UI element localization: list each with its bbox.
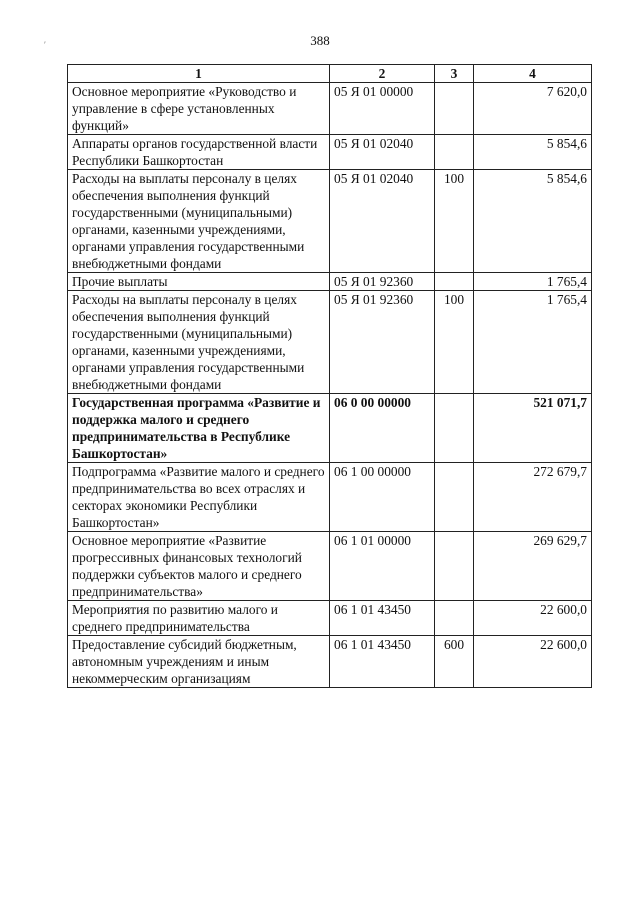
row-amount-cell: 1 765,4 (474, 273, 592, 291)
row-type-cell: 100 (435, 170, 474, 273)
table-row (68, 636, 592, 688)
row-type-cell (435, 463, 474, 532)
table-row (68, 532, 592, 601)
row-code-cell: 05 Я 01 02040 (330, 170, 435, 273)
header-row (68, 65, 592, 83)
row-amount-cell: 22 600,0 (474, 601, 592, 636)
row-amount-cell: 272 679,7 (474, 463, 592, 532)
row-name-cell: Мероприятия по развитию малого и среднего предпринимательства (68, 601, 330, 636)
row-code-cell: 05 Я 01 92360 (330, 291, 435, 394)
row-type-cell: 600 (435, 636, 474, 688)
row-code-cell: 05 Я 01 00000 (330, 83, 435, 135)
table-row (68, 83, 592, 135)
page-number: 388 (310, 33, 330, 48)
row-amount-cell: 5 854,6 (474, 135, 592, 170)
table-row (68, 463, 592, 532)
row-type-cell (435, 273, 474, 291)
row-code-cell: 06 1 01 00000 (330, 532, 435, 601)
row-amount-cell: 22 600,0 (474, 636, 592, 688)
row-code-cell: 06 0 00 00000 (330, 394, 435, 463)
row-type-cell (435, 532, 474, 601)
row-code-cell: 05 Я 01 92360 (330, 273, 435, 291)
row-name-cell: Прочие выплаты (68, 273, 330, 291)
table-row (68, 291, 592, 394)
column-header-code: 2 (330, 65, 435, 83)
scan-mark: ′ (44, 40, 46, 50)
row-name-cell: Расходы на выплаты персоналу в целях обеспечения выполнения функций государственными (муниципальными) органами, казенными учреждениями, органами управления государственными внебюджетными фондами (68, 291, 330, 394)
column-header-name: 1 (68, 65, 330, 83)
row-code-cell: 06 1 01 43450 (330, 601, 435, 636)
row-amount-cell: 1 765,4 (474, 291, 592, 394)
row-code-cell: 05 Я 01 02040 (330, 135, 435, 170)
table-row (68, 394, 592, 463)
row-amount-cell: 7 620,0 (474, 83, 592, 135)
row-amount-cell: 5 854,6 (474, 170, 592, 273)
table-row (68, 273, 592, 291)
row-amount-cell: 269 629,7 (474, 532, 592, 601)
row-name-cell: Аппараты органов государственной власти Республики Башкортостан (68, 135, 330, 170)
row-name-cell: Основное мероприятие «Развитие прогрессивных финансовых технологий поддержки субъектов малого и среднего предпринимательства» (68, 532, 330, 601)
row-type-cell (435, 601, 474, 636)
table-row (68, 170, 592, 273)
column-header-expense-type: 3 (435, 65, 474, 83)
row-name-cell: Государственная программа «Развитие и поддержка малого и среднего предпринимательства в Республике Башкортостан» (68, 394, 330, 463)
column-header-amount: 4 (474, 65, 592, 83)
row-code-cell: 06 1 01 43450 (330, 636, 435, 688)
row-name-cell: Основное мероприятие «Руководство и управление в сфере установленных функций» (68, 83, 330, 135)
row-type-cell: 100 (435, 291, 474, 394)
row-type-cell (435, 83, 474, 135)
row-name-cell: Подпрограмма «Развитие малого и среднего предпринимательства во всех отраслях и секторах экономики Республики Башкортостан» (68, 463, 330, 532)
row-code-cell: 06 1 00 00000 (330, 463, 435, 532)
table-row (68, 135, 592, 170)
row-name-cell: Предоставление субсидий бюджетным, автономным учреждениям и иным некоммерческим организациям (68, 636, 330, 688)
table-row (68, 601, 592, 636)
row-name-cell: Расходы на выплаты персоналу в целях обеспечения выполнения функций государственными (муниципальными) органами, казенными учреждениями, органами управления государственными внебюджетными фондами (68, 170, 330, 273)
row-amount-cell: 521 071,7 (474, 394, 592, 463)
row-type-cell (435, 394, 474, 463)
budget-table (67, 64, 592, 688)
row-type-cell (435, 135, 474, 170)
